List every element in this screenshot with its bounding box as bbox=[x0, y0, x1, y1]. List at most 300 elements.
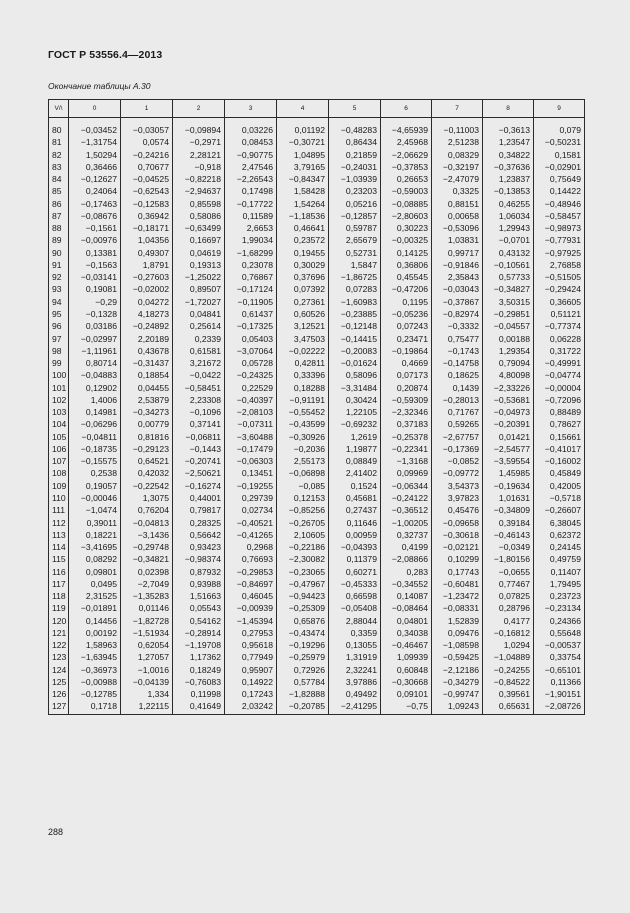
table-row bbox=[49, 467, 585, 479]
table-cell: 0,03186 bbox=[69, 320, 121, 332]
table-cell: 1,79495 bbox=[534, 578, 585, 590]
table-cell: −0,28914 bbox=[173, 627, 225, 639]
table-cell: −0,12785 bbox=[69, 688, 121, 700]
table-cell: −0,30618 bbox=[432, 529, 483, 541]
table-row bbox=[49, 149, 585, 161]
table-cell: −0,98973 bbox=[534, 222, 585, 234]
table-cell: −2,50621 bbox=[173, 467, 225, 479]
table-cell: 0,30029 bbox=[277, 259, 329, 271]
table-cell: −0,16274 bbox=[173, 480, 225, 492]
table-cell: −0,91846 bbox=[432, 259, 483, 271]
table-cell: 0,49307 bbox=[121, 247, 173, 259]
table-cell: −1,11961 bbox=[69, 345, 121, 357]
table-cell: −0,06811 bbox=[173, 431, 225, 443]
table-cell: −0,26705 bbox=[277, 517, 329, 529]
table-cell: −0,34279 bbox=[432, 676, 483, 688]
table-cell: −0,20785 bbox=[277, 700, 329, 714]
table-cell: −0,08885 bbox=[381, 198, 432, 210]
table-cell: 2,03242 bbox=[225, 700, 277, 714]
table-cell: 0,30223 bbox=[381, 222, 432, 234]
table-row bbox=[49, 185, 585, 197]
row-label: 112 bbox=[49, 517, 69, 529]
table-cell: −1,68299 bbox=[225, 247, 277, 259]
table-cell: 0,00779 bbox=[121, 418, 173, 430]
table-cell: −0,1563 bbox=[69, 259, 121, 271]
table-cell: 0,1718 bbox=[69, 700, 121, 714]
table-row bbox=[49, 480, 585, 492]
column-header-6: 6 bbox=[381, 100, 432, 118]
table-cell: 0,00192 bbox=[69, 627, 121, 639]
table-cell: 0,14981 bbox=[69, 406, 121, 418]
table-cell: −0,08676 bbox=[69, 210, 121, 222]
row-label: 127 bbox=[49, 700, 69, 714]
table-cell: 0,11998 bbox=[173, 688, 225, 700]
table-cell: −0,03452 bbox=[69, 118, 121, 137]
row-label: 117 bbox=[49, 578, 69, 590]
table-cell: −1,51934 bbox=[121, 627, 173, 639]
table-cell: 0,29739 bbox=[225, 492, 277, 504]
table-row bbox=[49, 566, 585, 578]
table-cell: 0,21859 bbox=[329, 149, 381, 161]
row-label: 80 bbox=[49, 118, 69, 137]
table-cell: 1,8791 bbox=[121, 259, 173, 271]
table-row bbox=[49, 382, 585, 394]
table-cell: −0,1328 bbox=[69, 308, 121, 320]
table-cell: 0,77467 bbox=[483, 578, 534, 590]
table-cell: −2,47079 bbox=[432, 173, 483, 185]
table-cell: 0,45476 bbox=[432, 504, 483, 516]
table-cell: −0,1443 bbox=[173, 443, 225, 455]
table-cell: −1,0474 bbox=[69, 504, 121, 516]
table-cell: 0,11379 bbox=[329, 553, 381, 565]
table-row bbox=[49, 161, 585, 173]
table-cell: 0,1439 bbox=[432, 382, 483, 394]
table-cell: 1,50294 bbox=[69, 149, 121, 161]
table-cell: −0,12857 bbox=[329, 210, 381, 222]
table-cell: 1,2619 bbox=[329, 431, 381, 443]
table-cell: −0,46467 bbox=[381, 639, 432, 651]
table-cell: 0,45681 bbox=[329, 492, 381, 504]
table-cell: 1,0294 bbox=[483, 639, 534, 651]
table-cell: 2,31525 bbox=[69, 590, 121, 602]
table-cell: 1,3075 bbox=[121, 492, 173, 504]
table-row bbox=[49, 664, 585, 676]
table-cell: −0,19634 bbox=[483, 480, 534, 492]
table-cell: 0,09101 bbox=[381, 688, 432, 700]
table-cell: 0,57733 bbox=[483, 271, 534, 283]
row-label: 109 bbox=[49, 480, 69, 492]
table-cell: −0,14758 bbox=[432, 357, 483, 369]
table-cell: −0,29424 bbox=[534, 283, 585, 295]
table-cell: −0,62543 bbox=[121, 185, 173, 197]
table-cell: −0,76083 bbox=[173, 676, 225, 688]
table-cell: 0,05403 bbox=[225, 333, 277, 345]
table-cell: −0,51505 bbox=[534, 271, 585, 283]
row-label: 97 bbox=[49, 333, 69, 345]
table-cell: 0,36942 bbox=[121, 210, 173, 222]
table-cell: 0,31722 bbox=[534, 345, 585, 357]
table-row bbox=[49, 676, 585, 688]
table-cell: 0,11407 bbox=[534, 566, 585, 578]
row-label: 86 bbox=[49, 198, 69, 210]
table-cell: 0,19313 bbox=[173, 259, 225, 271]
table-cell: −0,1096 bbox=[173, 406, 225, 418]
table-cell: −0,24031 bbox=[329, 161, 381, 173]
table-cell: −0,30721 bbox=[277, 136, 329, 148]
table-cell: 0,05543 bbox=[173, 602, 225, 614]
table-cell: 0,11646 bbox=[329, 517, 381, 529]
table-cell: 2,45968 bbox=[381, 136, 432, 148]
table-cell: 0,00188 bbox=[483, 333, 534, 345]
table-cell: −0,34809 bbox=[483, 504, 534, 516]
table-cell: 0,95618 bbox=[225, 639, 277, 651]
table-cell: −0,00537 bbox=[534, 639, 585, 651]
table-cell: 0,04455 bbox=[121, 382, 173, 394]
table-cell: 0,42005 bbox=[534, 480, 585, 492]
row-label: 111 bbox=[49, 504, 69, 516]
table-header-row bbox=[49, 100, 585, 118]
table-cell: 0,3325 bbox=[432, 185, 483, 197]
table-cell: 0,01146 bbox=[121, 602, 173, 614]
table-cell: 0,24366 bbox=[534, 615, 585, 627]
table-cell: 0,28796 bbox=[483, 602, 534, 614]
table-cell: 0,39184 bbox=[483, 517, 534, 529]
table-cell: 0,27437 bbox=[329, 504, 381, 516]
table-cell: 0,78627 bbox=[534, 418, 585, 430]
table-cell: 0,01421 bbox=[483, 431, 534, 443]
table-cell: −1,63945 bbox=[69, 651, 121, 663]
table-cell: −3,31484 bbox=[329, 382, 381, 394]
table-cell: −0,50231 bbox=[534, 136, 585, 148]
table-cell: −0,16812 bbox=[483, 627, 534, 639]
table-row bbox=[49, 333, 585, 345]
table-cell: −0,29 bbox=[69, 296, 121, 308]
table-cell: −0,08331 bbox=[432, 602, 483, 614]
row-label: 115 bbox=[49, 553, 69, 565]
table-cell: 3,50315 bbox=[483, 296, 534, 308]
table-cell: 0,58086 bbox=[173, 210, 225, 222]
table-cell: −1,04889 bbox=[483, 651, 534, 663]
table-cell: −1,82728 bbox=[121, 615, 173, 627]
table-cell: −0,22186 bbox=[277, 541, 329, 553]
table-cell: 0,20874 bbox=[381, 382, 432, 394]
table-cell: −0,98374 bbox=[173, 553, 225, 565]
row-label: 103 bbox=[49, 406, 69, 418]
table-cell: −0,26607 bbox=[534, 504, 585, 516]
table-cell: −0,22341 bbox=[381, 443, 432, 455]
table-cell: −0,085 bbox=[277, 480, 329, 492]
table-cell: 0,02734 bbox=[225, 504, 277, 516]
table-caption: Окончание таблицы А.30 bbox=[48, 81, 151, 91]
table-cell: −0,06898 bbox=[277, 467, 329, 479]
table-cell: 0,1524 bbox=[329, 480, 381, 492]
table-row bbox=[49, 651, 585, 663]
table-cell: 0,09801 bbox=[69, 566, 121, 578]
table-cell: 0,57784 bbox=[277, 676, 329, 688]
table-row bbox=[49, 455, 585, 467]
table-cell: 0,33754 bbox=[534, 651, 585, 663]
table-cell: −1,60983 bbox=[329, 296, 381, 308]
table-row bbox=[49, 492, 585, 504]
table-cell: 4,80098 bbox=[483, 369, 534, 381]
table-row bbox=[49, 418, 585, 430]
table-cell: 1,06034 bbox=[483, 210, 534, 222]
row-label: 124 bbox=[49, 664, 69, 676]
table-cell: −0,37636 bbox=[483, 161, 534, 173]
table-cell: −0,40397 bbox=[225, 394, 277, 406]
table-cell: 0,18854 bbox=[121, 369, 173, 381]
column-header-4: 4 bbox=[277, 100, 329, 118]
table-cell: 1,23547 bbox=[483, 136, 534, 148]
table-row bbox=[49, 700, 585, 714]
table-cell: −0,47967 bbox=[277, 578, 329, 590]
table-cell: −0,22542 bbox=[121, 480, 173, 492]
table-cell: 0,07825 bbox=[483, 590, 534, 602]
table-cell: −0,41017 bbox=[534, 443, 585, 455]
table-cell: −0,5718 bbox=[534, 492, 585, 504]
table-cell: 0,18221 bbox=[69, 529, 121, 541]
table-cell: −0,36512 bbox=[381, 504, 432, 516]
column-header-row-index: V/\ bbox=[49, 100, 69, 118]
table-cell: 0,93988 bbox=[173, 578, 225, 590]
table-cell: −1,86725 bbox=[329, 271, 381, 283]
table-cell: −0,72096 bbox=[534, 394, 585, 406]
table-cell: −0,17479 bbox=[225, 443, 277, 455]
table-cell: −0,09894 bbox=[173, 118, 225, 137]
table-cell: 0,75477 bbox=[432, 333, 483, 345]
table-cell: −0,65101 bbox=[534, 664, 585, 676]
table-cell: 0,14922 bbox=[225, 676, 277, 688]
table-cell: 0,30424 bbox=[329, 394, 381, 406]
table-cell: 1,27057 bbox=[121, 651, 173, 663]
table-row bbox=[49, 578, 585, 590]
table-cell: 0,55648 bbox=[534, 627, 585, 639]
table-cell: 0,04801 bbox=[381, 615, 432, 627]
table-cell: 0,36605 bbox=[534, 296, 585, 308]
table-cell: −0,09658 bbox=[432, 517, 483, 529]
table-cell: 0,28325 bbox=[173, 517, 225, 529]
table-row bbox=[49, 118, 585, 137]
table-cell: −0,31437 bbox=[121, 357, 173, 369]
row-label: 83 bbox=[49, 161, 69, 173]
table-cell: −0,16002 bbox=[534, 455, 585, 467]
table-row bbox=[49, 247, 585, 259]
table-cell: −0,17722 bbox=[225, 198, 277, 210]
table-cell: 0,23078 bbox=[225, 259, 277, 271]
table-cell: 0,64521 bbox=[121, 455, 173, 467]
table-cell: −0,99747 bbox=[432, 688, 483, 700]
column-header-9: 9 bbox=[534, 100, 585, 118]
table-cell: −0,19296 bbox=[277, 639, 329, 651]
table-cell: −0,05236 bbox=[381, 308, 432, 320]
table-cell: 0,283 bbox=[381, 566, 432, 578]
table-row bbox=[49, 234, 585, 246]
table-cell: −1,18536 bbox=[277, 210, 329, 222]
table-cell: −0,1561 bbox=[69, 222, 121, 234]
table-cell: −0,37867 bbox=[432, 296, 483, 308]
table-cell: −0,00976 bbox=[69, 234, 121, 246]
table-cell: 0,2339 bbox=[173, 333, 225, 345]
table-row bbox=[49, 369, 585, 381]
table-cell: −0,45333 bbox=[329, 578, 381, 590]
table-cell: 0,34038 bbox=[381, 627, 432, 639]
row-label: 81 bbox=[49, 136, 69, 148]
row-label: 85 bbox=[49, 185, 69, 197]
table-cell: 0,32737 bbox=[381, 529, 432, 541]
table-cell: 0,87932 bbox=[173, 566, 225, 578]
table-cell: 0,23471 bbox=[381, 333, 432, 345]
table-cell: −0,11003 bbox=[432, 118, 483, 137]
table-cell: 0,15661 bbox=[534, 431, 585, 443]
table-cell: 0,17498 bbox=[225, 185, 277, 197]
table-cell: 0,71767 bbox=[432, 406, 483, 418]
table-cell: 2,88044 bbox=[329, 615, 381, 627]
table-cell: −3,41695 bbox=[69, 541, 121, 553]
table-cell: 0,39011 bbox=[69, 517, 121, 529]
table-cell: −0,04883 bbox=[69, 369, 121, 381]
table-cell: 0,06228 bbox=[534, 333, 585, 345]
table-row bbox=[49, 504, 585, 516]
table-cell: −0,90775 bbox=[225, 149, 277, 161]
table-cell: −0,25979 bbox=[277, 651, 329, 663]
table-cell: 0,44001 bbox=[173, 492, 225, 504]
table-cell: −2,67757 bbox=[432, 431, 483, 443]
row-label: 120 bbox=[49, 615, 69, 627]
table-cell: −0,0349 bbox=[483, 541, 534, 553]
table-cell: 0,22529 bbox=[225, 382, 277, 394]
table-cell: 2,10605 bbox=[277, 529, 329, 541]
table-cell: 0,49759 bbox=[534, 553, 585, 565]
table-cell: 0,16697 bbox=[173, 234, 225, 246]
table-cell: −1,80156 bbox=[483, 553, 534, 565]
table-cell: 0,60848 bbox=[381, 664, 432, 676]
table-row bbox=[49, 136, 585, 148]
table-cell: −0,18171 bbox=[121, 222, 173, 234]
table-cell: 0,76693 bbox=[225, 553, 277, 565]
table-cell: 1,22115 bbox=[121, 700, 173, 714]
table-cell: −0,23065 bbox=[277, 566, 329, 578]
table-cell: 0,01192 bbox=[277, 118, 329, 137]
table-cell: −0,01891 bbox=[69, 602, 121, 614]
table-cell: 2,55173 bbox=[277, 455, 329, 467]
column-header-5: 5 bbox=[329, 100, 381, 118]
table-cell: 0,10299 bbox=[432, 553, 483, 565]
table-cell: 0,37183 bbox=[381, 418, 432, 430]
table-cell: −0,34827 bbox=[483, 283, 534, 295]
table-cell: −1,0016 bbox=[121, 664, 173, 676]
table-cell: 2,41402 bbox=[329, 467, 381, 479]
row-label: 82 bbox=[49, 149, 69, 161]
table-cell: −0,11905 bbox=[225, 296, 277, 308]
table-cell: 1,5847 bbox=[329, 259, 381, 271]
table-cell: 0,46255 bbox=[483, 198, 534, 210]
table-cell: 0,58096 bbox=[329, 369, 381, 381]
row-label: 87 bbox=[49, 210, 69, 222]
table-cell: 0,41649 bbox=[173, 700, 225, 714]
table-cell: 3,97823 bbox=[432, 492, 483, 504]
row-label: 88 bbox=[49, 222, 69, 234]
table-cell: 0,54162 bbox=[173, 615, 225, 627]
table-cell: 1,09243 bbox=[432, 700, 483, 714]
table-cell: −0,40521 bbox=[225, 517, 277, 529]
table-row bbox=[49, 271, 585, 283]
table-cell: −1,82888 bbox=[277, 688, 329, 700]
table-cell: 0,43132 bbox=[483, 247, 534, 259]
table-cell: 2,28121 bbox=[173, 149, 225, 161]
table-cell: −0,00325 bbox=[381, 234, 432, 246]
row-label: 121 bbox=[49, 627, 69, 639]
table-cell: −0,04139 bbox=[121, 676, 173, 688]
table-cell: −0,84347 bbox=[277, 173, 329, 185]
table-cell: −1,90151 bbox=[534, 688, 585, 700]
table-cell: −0,25378 bbox=[381, 431, 432, 443]
table-cell: 0,4177 bbox=[483, 615, 534, 627]
row-label: 98 bbox=[49, 345, 69, 357]
table-cell: −0,07311 bbox=[225, 418, 277, 430]
table-cell: −1,03939 bbox=[329, 173, 381, 185]
table-cell: 0,18249 bbox=[173, 664, 225, 676]
table-cell: −0,02002 bbox=[121, 283, 173, 295]
table-cell: 0,70677 bbox=[121, 161, 173, 173]
table-cell: −0,43474 bbox=[277, 627, 329, 639]
table-cell: 0,43678 bbox=[121, 345, 173, 357]
table-cell: 0,79094 bbox=[483, 357, 534, 369]
table-cell: 0,61437 bbox=[225, 308, 277, 320]
table-cell: −0,32197 bbox=[432, 161, 483, 173]
table-row bbox=[49, 590, 585, 602]
table-cell: 0,37696 bbox=[277, 271, 329, 283]
table-cell: −0,41265 bbox=[225, 529, 277, 541]
table-row bbox=[49, 688, 585, 700]
table-row bbox=[49, 357, 585, 369]
table-cell: 0,2538 bbox=[69, 467, 121, 479]
table-cell: −0,06296 bbox=[69, 418, 121, 430]
table-cell: −0,0422 bbox=[173, 369, 225, 381]
table-cell: −1,08598 bbox=[432, 639, 483, 651]
table-cell: 0,23723 bbox=[534, 590, 585, 602]
table-cell: −0,12148 bbox=[329, 320, 381, 332]
table-cell: −0,85256 bbox=[277, 504, 329, 516]
table-cell: −0,04811 bbox=[69, 431, 121, 443]
table-cell: −0,03141 bbox=[69, 271, 121, 283]
table-cell: 0,85598 bbox=[173, 198, 225, 210]
table-cell: 2,53879 bbox=[121, 394, 173, 406]
table-cell: −0,3332 bbox=[432, 320, 483, 332]
table-row bbox=[49, 541, 585, 553]
table-cell: −0,23885 bbox=[329, 308, 381, 320]
row-label: 96 bbox=[49, 320, 69, 332]
row-label: 108 bbox=[49, 467, 69, 479]
table-cell: 0,07243 bbox=[381, 320, 432, 332]
table-cell: −1,31754 bbox=[69, 136, 121, 148]
table-cell: −0,2036 bbox=[277, 443, 329, 455]
table-cell: −0,19864 bbox=[381, 345, 432, 357]
table-cell: 0,72926 bbox=[277, 664, 329, 676]
table-cell: 0,11589 bbox=[225, 210, 277, 222]
table-cell: 2,51238 bbox=[432, 136, 483, 148]
table-cell: 0,65876 bbox=[277, 615, 329, 627]
table-cell: 2,23308 bbox=[173, 394, 225, 406]
table-cell: −1,19708 bbox=[173, 639, 225, 651]
table-cell: −0,0655 bbox=[483, 566, 534, 578]
table-row bbox=[49, 320, 585, 332]
table-cell: −0,94423 bbox=[277, 590, 329, 602]
table-cell: 0,04272 bbox=[121, 296, 173, 308]
table-cell: −0,27603 bbox=[121, 271, 173, 283]
row-label: 113 bbox=[49, 529, 69, 541]
table-cell: 0,14422 bbox=[534, 185, 585, 197]
table-row bbox=[49, 210, 585, 222]
